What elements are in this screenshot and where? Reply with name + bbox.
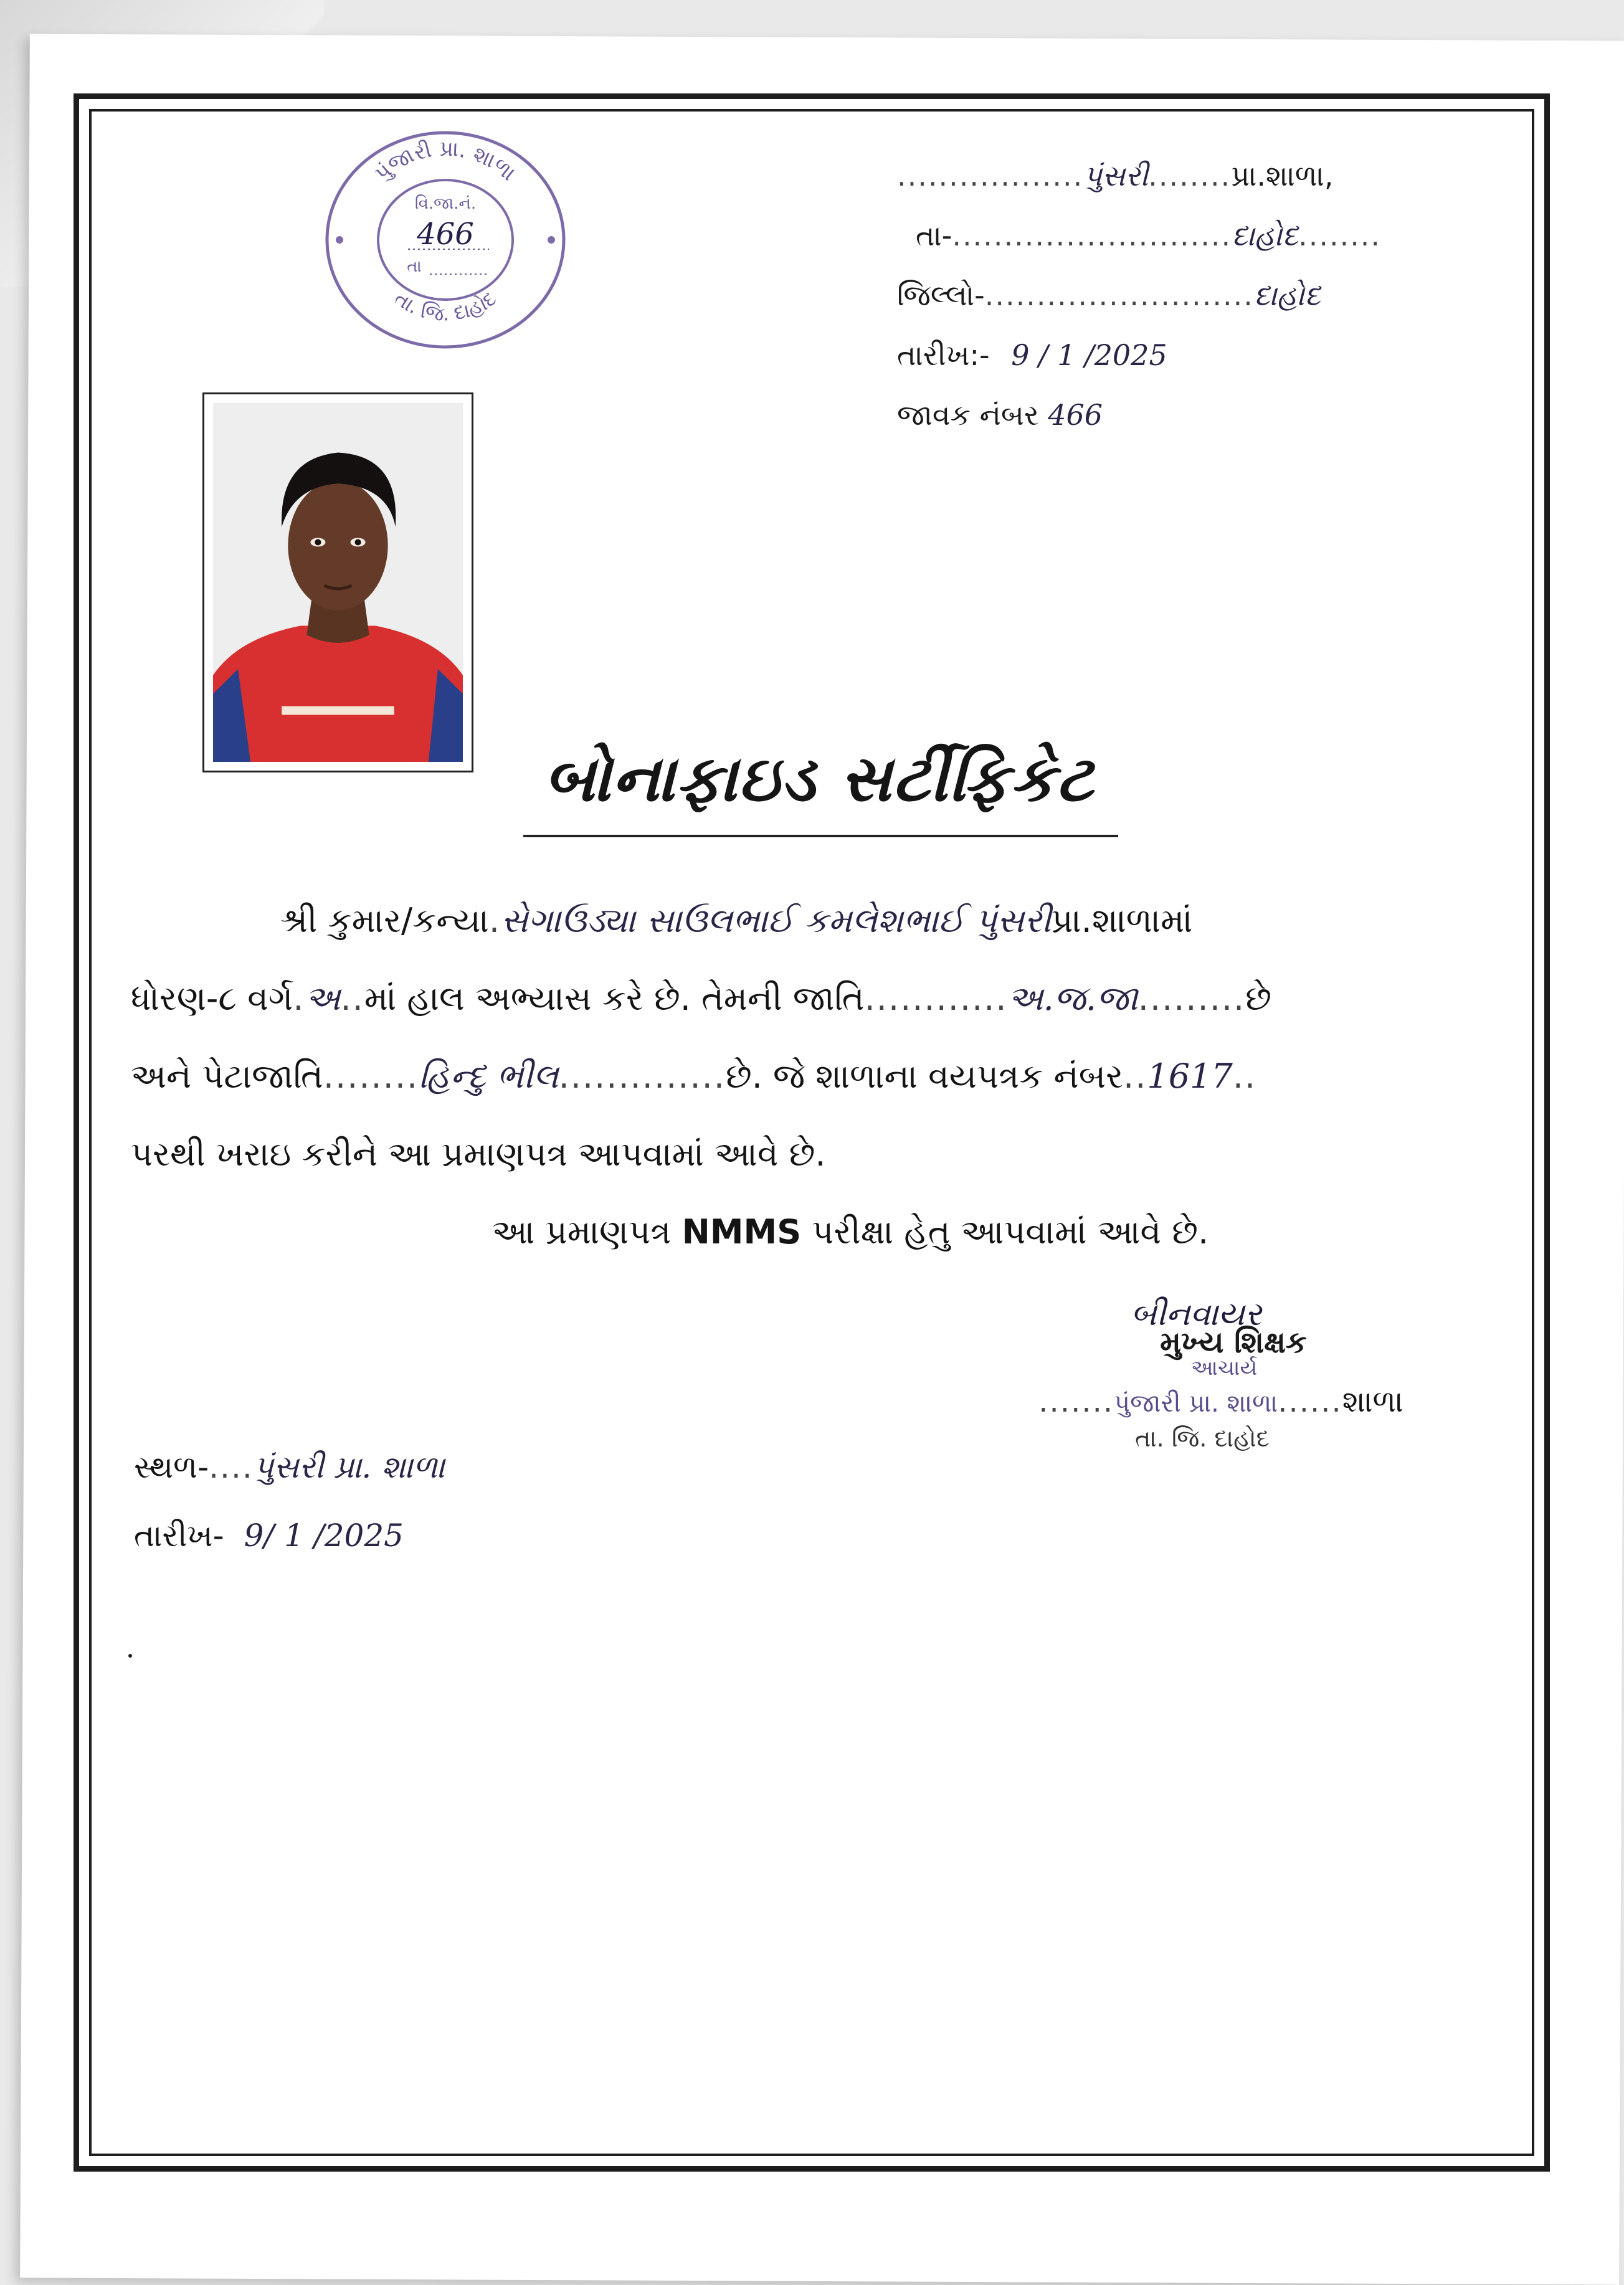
body-l5-pre: આ પ્રમાણપત્ર [491,1212,682,1252]
stamp-bottom-text: તા. જિ. દાહોદ [390,286,501,326]
signature-scribble: બીનવાયર [1131,1296,1261,1333]
header-district-label: જિલ્લો- [897,278,985,312]
stray-dot [128,1654,132,1658]
body-l1-prefix: શ્રી કુમાર/કન્યા [280,901,489,940]
body-line-1: શ્રી કુમાર/કન્યા.સેગાઉડ્યા સાઉલભાઈ કમલેશભાઈ પુંસરીપ્રા.શાળામાં [280,901,1193,940]
header-school-suffix: પ્રા.શાળા, [1231,159,1334,192]
header-school-name: પુંસરી [1083,159,1149,192]
header-outward-line [897,398,1458,458]
header-date-line [897,338,1458,398]
register-number: 1617 [1147,1057,1233,1096]
header-outward-label: જાવક નંબર [897,398,1039,432]
stamp-ring-text: પુંજારી પ્રા. શાળા [369,136,521,186]
school-round-stamp [321,125,570,355]
student-photo [202,392,473,772]
header-outward-value: 466 [1048,398,1103,432]
certificate-title: બોનાફાઇડ સર્ટીફિકેટ [544,741,1095,816]
stamp-number: 466 [417,217,474,252]
body-l1-suffix: પ્રા.શાળામાં [1051,901,1193,940]
principal-stamp-word: આચાર્ય [1190,1356,1258,1380]
student-photo-image [213,403,463,762]
header-taluka-value: દાહોદ [1232,219,1299,252]
header-date-value: 9 / 1 /2025 [1011,338,1167,372]
stamp-number-label: વિ.જા.નં. [414,194,477,213]
body-l2-prefix: ધોરણ-૮ વર્ગ [131,979,293,1018]
header-school-line: ..................પુંસરી........પ્રા.શાળા, [897,159,1334,192]
header-taluka-label: તા- [916,219,952,252]
subcaste-value: હિન્દુ ભીલ [419,1057,559,1096]
body-line-5 [131,1193,1520,1271]
header-taluka-line: તા-...........................દાહોદ........ [916,219,1382,252]
issue-date-label: તારીખ- [134,1518,224,1554]
body-l5-post: પરીક્ષા હેતુ આપવામાં આવે છે. [801,1212,1209,1252]
issue-date-value: 9/ 1 /2025 [244,1518,404,1554]
header-district-value: દાહોદ [1253,278,1321,312]
certificate-body [131,881,1520,1271]
headmaster-title: મુખ્ય શિક્ષક [1160,1325,1307,1360]
body-line-2: ધોરણ-૮ વર્ગ.અ..માં હાલ અભ્યાસ કરે છે. તેમની જાતિ............અ.જ.જા.........છે [131,979,1271,1018]
school-stamp-text: પુંજારી પ્રા. શાળા [1114,1389,1278,1418]
stamp-date-label: તા [407,257,422,276]
place-label: સ્થળ- [134,1449,209,1485]
place-date-block [134,1433,445,1570]
signature-block [984,1296,1458,1453]
body-l2-suffix: છે [1245,979,1271,1018]
body-line-4: પરથી ખરાઇ કરીને આ પ્રમાણપત્ર આપવામાં આવે છે. [131,1134,826,1174]
header-date-label: તારીખ:- [897,338,990,372]
student-name: સેગાઉડ્યા સાઉલભાઈ કમલેશભાઈ પુંસરી [501,901,1052,940]
caste-value: અ.જ.જા [1007,979,1138,1018]
signature-school-suffix: શાળા [1342,1384,1403,1419]
body-l3-middle: છે. જે શાળાના વયપત્રક નંબર [725,1057,1124,1096]
issue-date-line [134,1501,445,1570]
header-info [897,159,1458,458]
title-underline [523,835,1118,837]
signature-school-line: .......પુંજારી પ્રા. શાળા......શાળા [1038,1384,1403,1419]
place-line: સ્થળ-....પુંસરી પ્રા. શાળા [134,1449,445,1485]
body-l2-middle: માં હાલ અભ્યાસ કરે છે. તેમની જાતિ [364,979,865,1018]
body-l3-prefix: અને પેટાજાતિ [131,1057,323,1096]
body-line-3: અને પેટાજાતિ........હિન્દુ ભીલ..............છે. જે શાળાના વયપત્રક નંબર..1617.. [131,1057,1257,1096]
signature-taluka: તા. જિ. દાહોદ [1135,1425,1270,1452]
header-district-line: જિલ્લો-..........................દાહોદ [897,278,1321,312]
division-value: અ [305,979,341,1018]
svg-text:તા. જિ. દાહોદ [390,286,500,326]
exam-name: NMMS [681,1212,802,1252]
place-value: પુંસરી પ્રા. શાળા [253,1449,445,1485]
